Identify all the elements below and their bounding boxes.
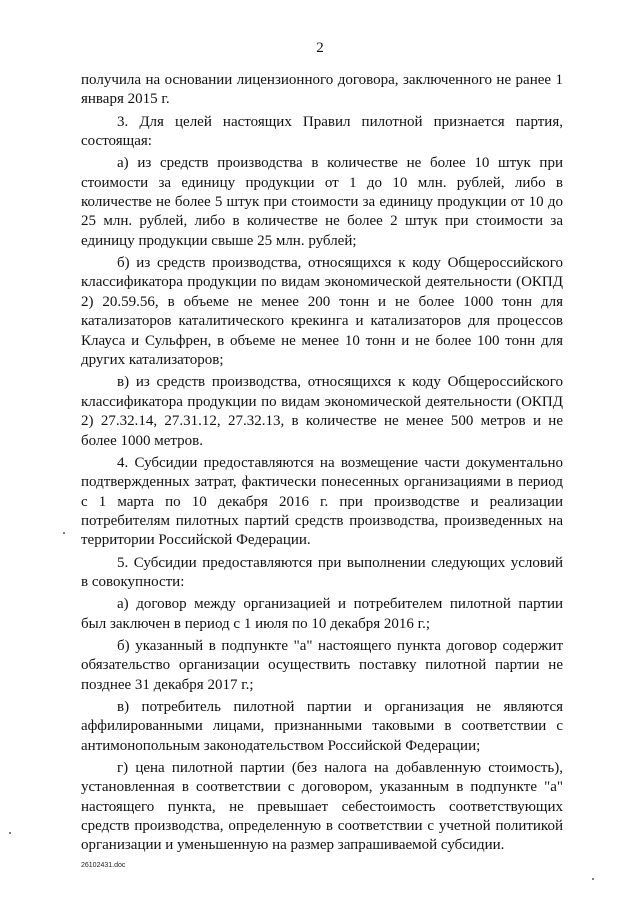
- document-body: [81, 71, 563, 859]
- paragraph-item-5g: г) цена пилотной партии (без налога на добавленную стоимость), установленная в соответствии с договором, указанным в подпункте "а" настоящего пункта, не превышает себестоимость соответствующих средств производства, определенную в соответствии с учетной политикой организации и уменьшенную на размер запрашиваемой субсидии.: [81, 759, 563, 854]
- paragraph-item-4: 4. Субсидии предоставляются на возмещение части документально подтвержденных затрат, фактически понесенных организациями в период с 1 марта по 10 декабря 2016 г. при производстве и реализации потребителям пилотных партий средств производства, произведенных на территории Российской Федерации.: [81, 454, 563, 549]
- paragraph-item-3: 3. Для целей настоящих Правил пилотной признается партия, состоящая:: [81, 113, 563, 150]
- paragraph-continuation: получила на основании лицензионного договора, заключенного не ранее 1 января 2015 г.: [81, 72, 563, 108]
- scan-speck: [592, 878, 594, 880]
- scan-speck: [9, 832, 11, 834]
- paragraph-item-5b: б) указанный в подпункте "а" настоящего пункта договор содержит обязательство организации осуществить поставку пилотной партии не позднее 31 декабря 2017 г.;: [81, 637, 563, 693]
- scan-speck: [63, 532, 65, 534]
- paragraph-item-5v: в) потребитель пилотной партии и организация не являются аффилированными лицами, признанными таковыми в соответствии с антимонопольным законодательством Российской Федерации;: [81, 698, 563, 754]
- paragraph-item-3v: в) из средств производства, относящихся к коду Общероссийского классификатора продукции по видам экономической деятельности (ОКПД 2) 27.32.14, 27.31.12, 27.32.13, в количестве не менее 500 метров и не более 1000 метров.: [81, 374, 563, 449]
- footer-filename: 26102431.doc: [81, 862, 126, 869]
- paragraph-item-5: 5. Субсидии предоставляются при выполнении следующих условий в совокупности:: [81, 554, 563, 590]
- paragraph-item-3a: а) из средств производства в количестве не более 10 штук при стоимости за единицу продукции от 1 до 10 млн. рублей, либо в количестве не более 5 штук при стоимости за единицу продукции от 10 до 25 млн. рублей, либо в количестве не более 2 штук при стоимости за единицу продукции свыше 25 млн. рублей;: [81, 155, 563, 249]
- page-number: 2: [316, 40, 324, 56]
- paragraph-item-5a: а) договор между организацией и потребителем пилотной партии был заключен в период с 1 июля по 10 декабря 2016 г.;: [81, 596, 563, 632]
- paragraph-item-3b: б) из средств производства, относящихся к коду Общероссийского классификатора продукции по видам экономической деятельности (ОКПД 2) 20.59.56, в объеме не менее 200 тонн и не более 1000 тонн для катализаторов каталитического крекинга и катализаторов для процессов Клауса и Сульфрен, в объеме не менее 10 тонн и не более 100 тонн для других катализаторов;: [81, 255, 563, 369]
